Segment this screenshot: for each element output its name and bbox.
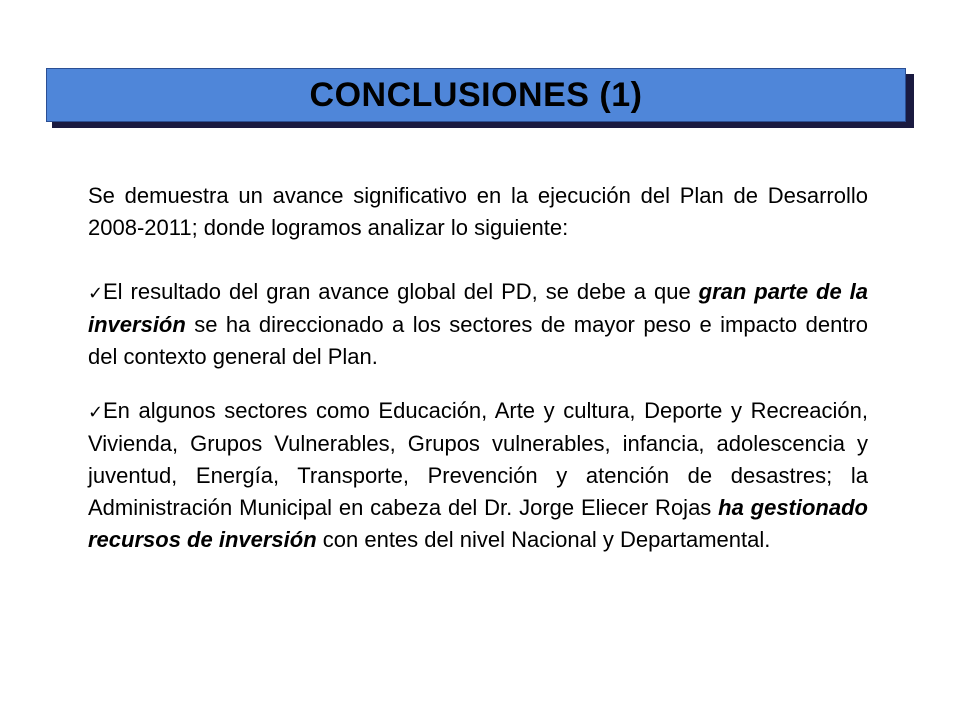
bullet-1-text: El resultado del gran avance global del PD, se debe a que [103, 279, 699, 304]
intro-paragraph: Se demuestra un avance significativo en la ejecución del Plan de Desarrollo 2008-2011; donde logramos analizar lo siguiente: [88, 183, 868, 240]
bullet-item-2 [88, 395, 868, 556]
bullet-1-emphasis: gran parte de la inversión [88, 279, 868, 337]
checkmark-icon: ✓ [88, 402, 104, 422]
bullet-1-text-end: se ha direccionado a los sectores de mayor peso e impacto dentro del contexto general del Plan. [88, 312, 868, 369]
bullet-2-emphasis: ha gestionado recursos de inversión [88, 495, 868, 552]
bullet-2-text-end: con entes del nivel Nacional y Departamental. [316, 527, 771, 552]
bullet-2-text: En algunos sectores como Educación, Arte y cultura, Deporte y Recreación, Vivienda, Grupos Vulnerables, Grupos vulnerables, infancia, adolescencia y juventud, Energía, Transporte, Prevención y atención de desastres; la Administración Municipal en cabeza del Dr. Jorge Eliecer Rojas [88, 398, 868, 520]
title-banner [46, 68, 912, 126]
slide-body [88, 180, 868, 556]
slide-title: CONCLUSIONES (1) [309, 75, 643, 114]
checkmark-icon: ✓ [88, 283, 104, 303]
bullet-item-1 [88, 276, 868, 373]
title-bar [46, 68, 906, 122]
